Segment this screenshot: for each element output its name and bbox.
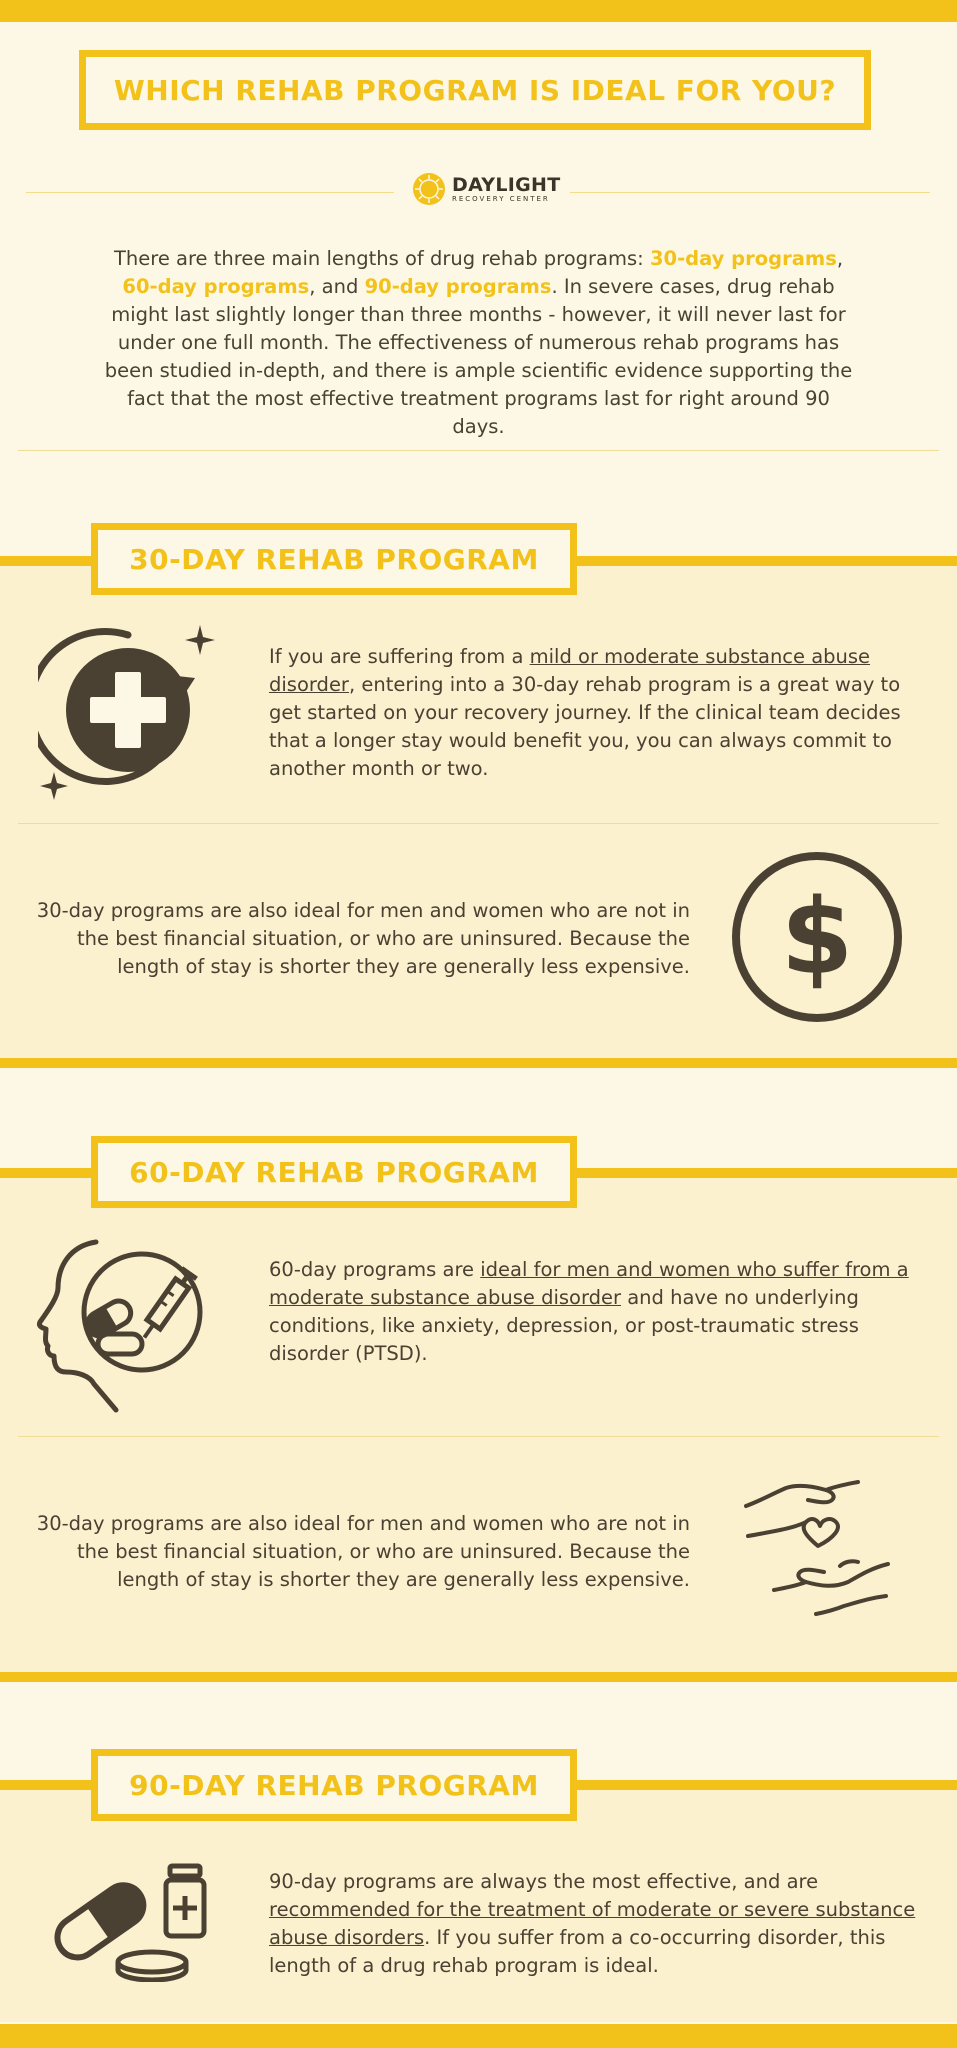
section-90-text: . If you suffer from a co-occurring disorder, this length of a drug rehab program is ideal.: [269, 1926, 886, 1977]
svg-text:$: $: [780, 876, 854, 998]
section-90-heading: 90-DAY REHAB PROGRAM: [129, 1768, 539, 1802]
intro-paragraph: [100, 245, 857, 441]
intro-text: ,: [836, 247, 844, 270]
section-60-heading-box: [91, 1136, 577, 1208]
logo-name: DAYLIGHT: [452, 173, 561, 196]
intro-highlight-30: 30-day programs: [649, 247, 837, 270]
section-30-heading: 30-DAY REHAB PROGRAM: [129, 542, 539, 576]
logo-rule-right: [570, 192, 930, 193]
page-title-box: [79, 50, 871, 130]
section-60-text: and have no underlying conditions, like anxiety, depression, or post-traumatic stress disorder (PTSD).: [269, 1286, 859, 1365]
logo: [412, 170, 560, 208]
section-30-text: If you are suffering from a: [269, 645, 530, 668]
section-30-heading-box: [91, 523, 577, 595]
page-title: WHICH REHAB PROGRAM IS IDEAL FOR YOU?: [113, 73, 837, 107]
section-90-paragraph-1: [269, 1868, 929, 1980]
section-60-link[interactable]: ideal for men and women who suffer from a moderate substance abuse disorder: [269, 1258, 909, 1309]
section-90-heading-box: [91, 1749, 577, 1821]
pills-bottle-icon: [46, 1862, 226, 1982]
section-30-paragraph-2: 30-day programs are also ideal for men and women who are not in the best financial situation, or who are uninsured. Because the length of stay is shorter they are generally less expensive.: [36, 899, 690, 978]
intro-text: . In severe cases, drug rehab might last slightly longer than three months - however, it will never last for under one full month. The effectiveness of numerous rehab programs has been studied in-depth, and there is ample scientific evidence supporting the fact that the most effective treatment programs last for right around 90 days.: [104, 275, 853, 438]
section-60-bottom-rule: [0, 1672, 957, 1682]
section-90-text: 90-day programs are always the most effective, and are: [269, 1870, 819, 1893]
head-drugs-icon: [30, 1238, 210, 1413]
logo-rule-left: [26, 192, 394, 193]
section-30-bottom-rule: [0, 1058, 957, 1068]
section-60-text: 60-day programs are: [269, 1258, 481, 1281]
medical-cross-icon: [38, 620, 218, 800]
top-band: [0, 0, 957, 22]
section-60-heading: 60-DAY REHAB PROGRAM: [129, 1155, 539, 1189]
sun-icon: [412, 172, 446, 206]
intro-text: , and: [309, 275, 365, 298]
section-60-divider: [18, 1436, 939, 1437]
intro-divider: [18, 450, 939, 451]
dollar-icon: [731, 851, 903, 1023]
intro-highlight-60: 60-day programs: [122, 275, 310, 298]
section-30-link[interactable]: mild or moderate substance abuse disorder: [269, 645, 871, 696]
section-30-paragraph-1: [269, 643, 909, 783]
section-30-text: , entering into a 30-day rehab program is a great way to get started on your recovery journey. If the clinical team decides that a longer stay would benefit you, you can always commit to another month or two.: [269, 673, 901, 780]
section-60-paragraph-1: [269, 1256, 909, 1368]
bottom-band: [0, 2024, 957, 2048]
section-90-link[interactable]: recommended for the treatment of moderate or severe substance abuse disorders: [269, 1898, 916, 1949]
logo-text: [452, 173, 561, 203]
section-60-paragraph-2: 30-day programs are also ideal for men and women who are not in the best financial situation, or who are uninsured. Because the length of stay is shorter they are generally less expensive.: [36, 1512, 690, 1591]
intro-text: There are three main lengths of drug rehab programs:: [113, 247, 650, 270]
intro-highlight-90: 90-day programs: [364, 275, 552, 298]
hands-heart-icon: [740, 1478, 895, 1626]
section-30-divider: [18, 823, 939, 824]
logo-tagline: RECOVERY CENTER: [452, 194, 550, 203]
